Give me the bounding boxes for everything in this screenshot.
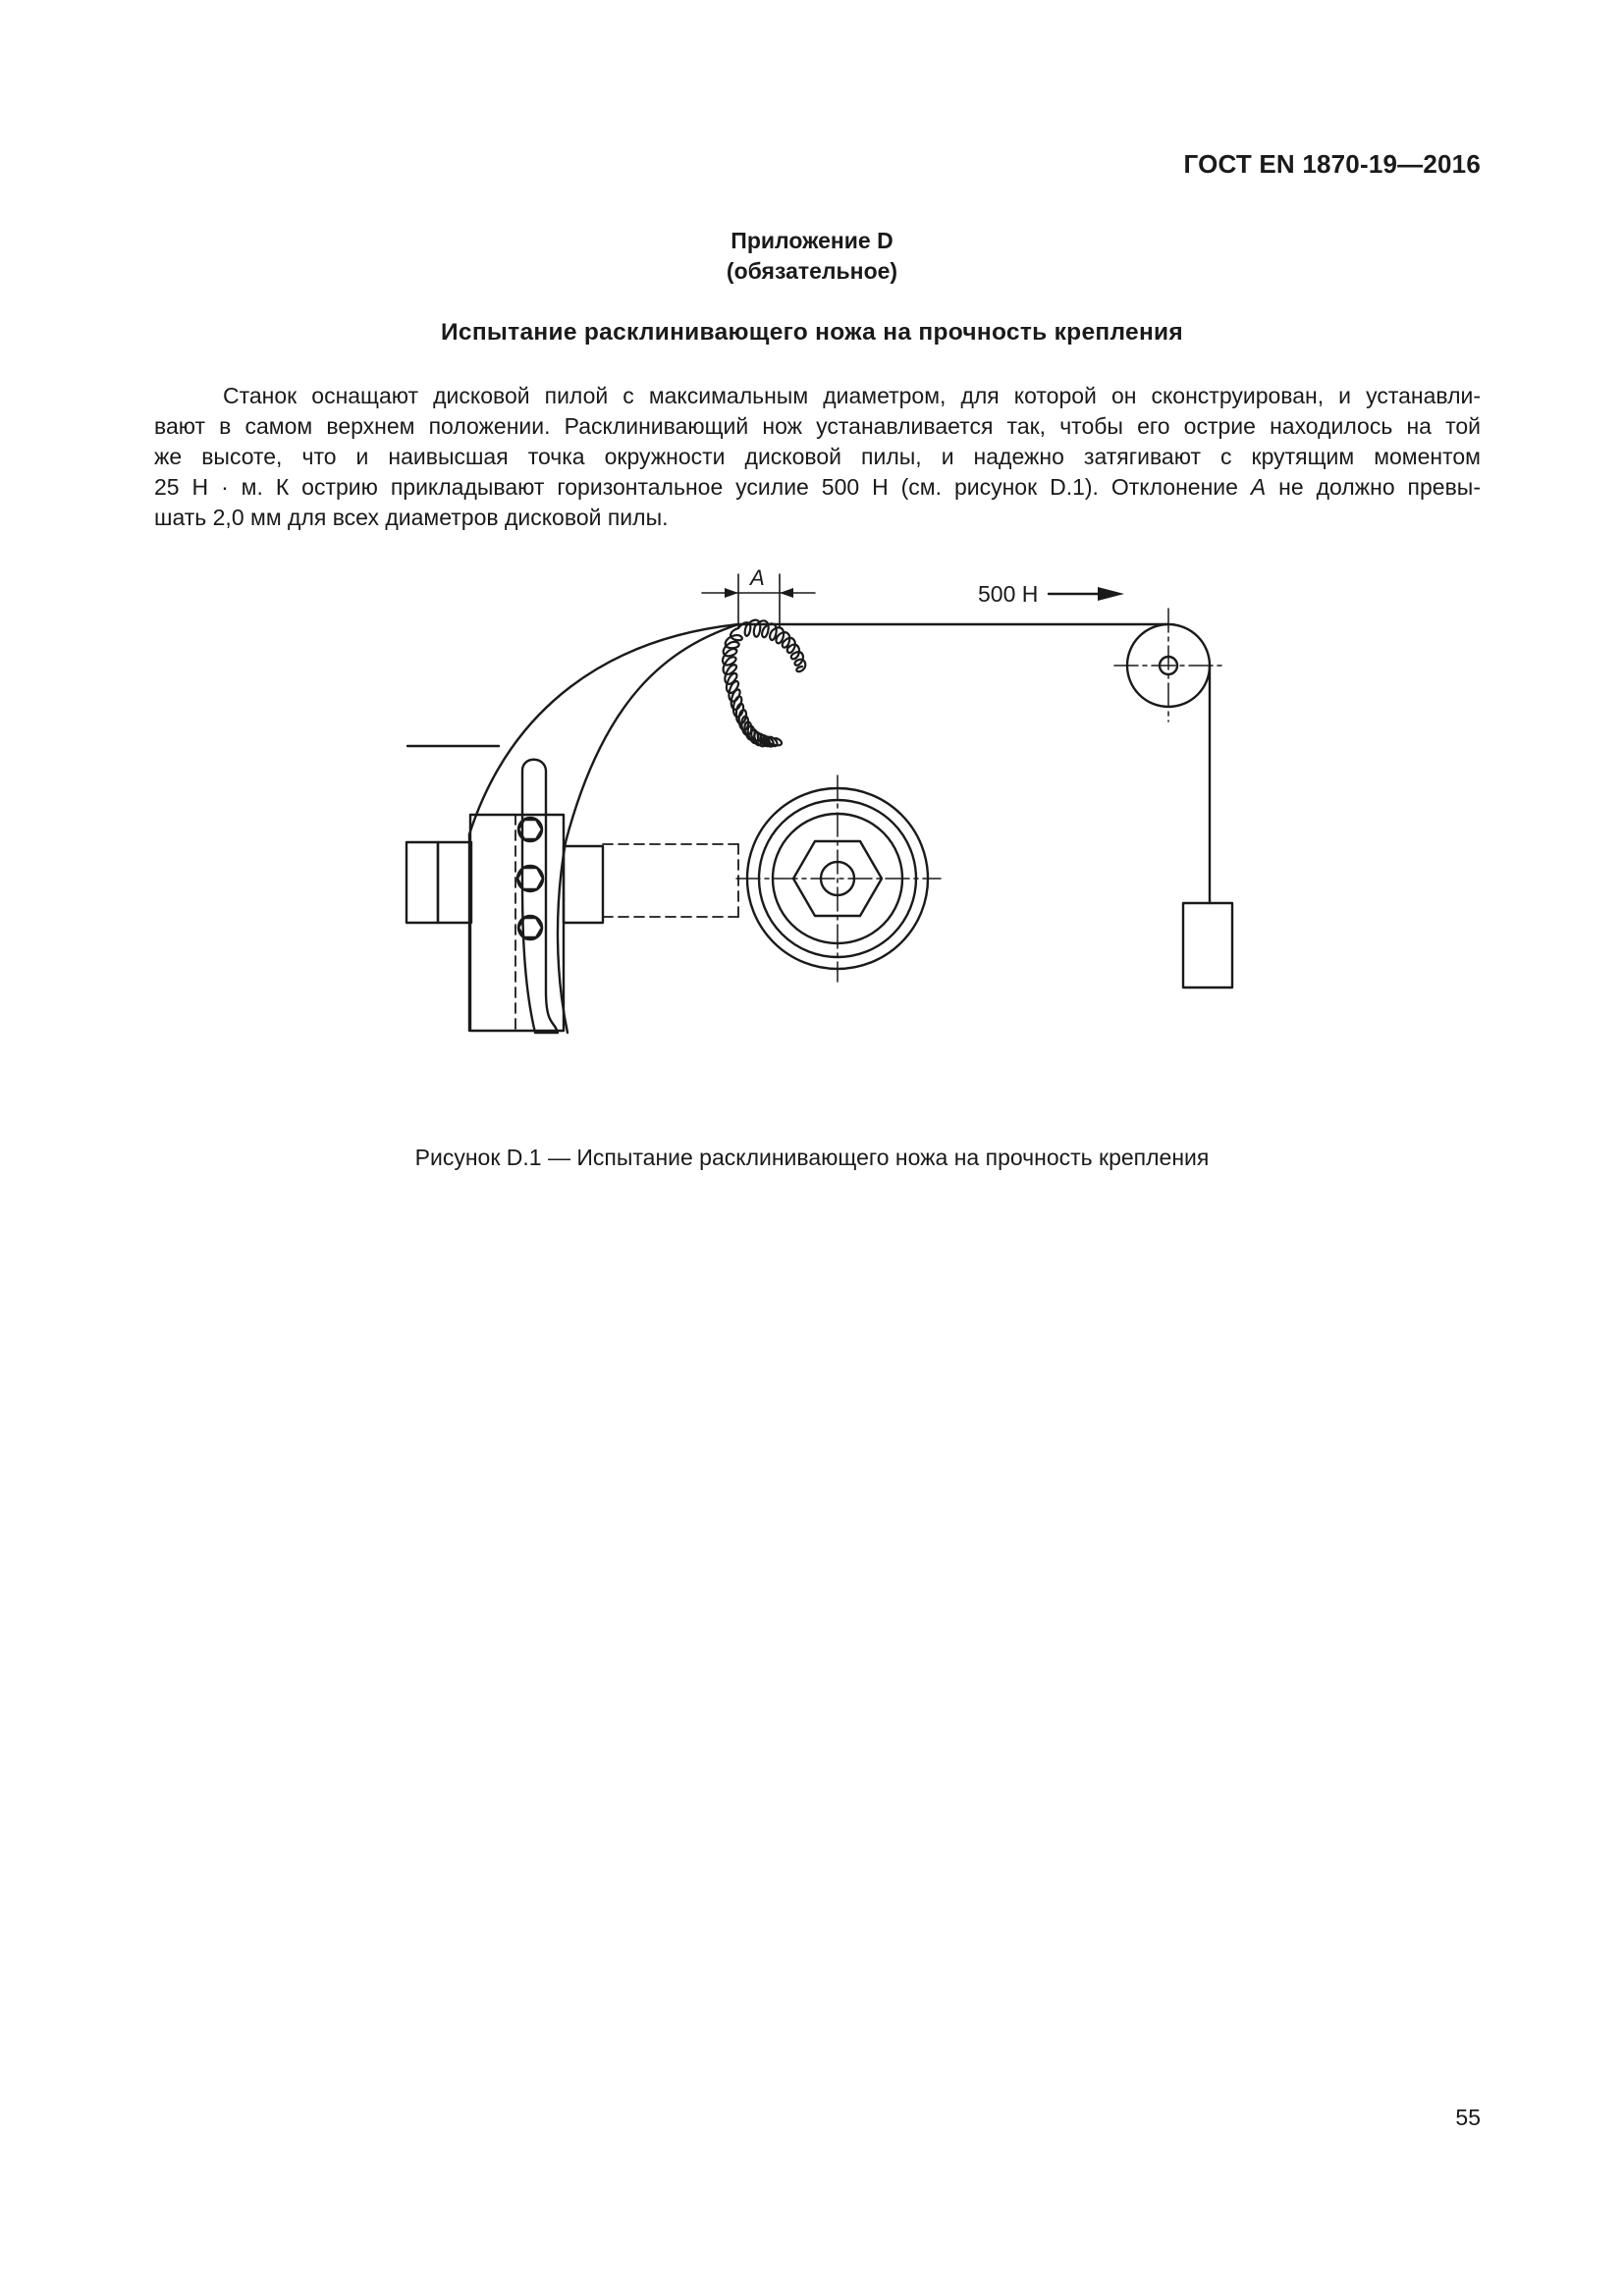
annex-status: (обязательное) bbox=[726, 258, 898, 284]
weight bbox=[1183, 903, 1232, 988]
riving-knife-outer bbox=[469, 624, 738, 834]
figure-d1-drawing bbox=[0, 0, 1624, 1139]
force-arrowhead bbox=[1098, 587, 1124, 601]
dimension-a-arrow-right bbox=[780, 588, 793, 598]
label-force: 500 Н bbox=[978, 581, 1039, 607]
clamp-front-plate bbox=[564, 846, 603, 923]
clamp-block bbox=[470, 815, 564, 1031]
riving-knife-inner bbox=[566, 624, 738, 842]
saw-blade-teeth bbox=[723, 620, 805, 747]
variable-a: A bbox=[1250, 474, 1267, 500]
dimension-a-arrow-left bbox=[725, 588, 738, 598]
paragraph-line-4-tail: не должно превы- bbox=[1266, 474, 1481, 500]
document-code: ГОСТ EN 1870-19—2016 bbox=[1183, 149, 1481, 179]
paragraph-line: вают в самом верхнем положении. Расклинивающий нож устанавливается так, чтобы его острие находилось на той bbox=[154, 413, 1481, 439]
paragraph-line: же высоте, что и наивысшая точка окружности дисковой пилы, и надежно затягивают с крутящим моментом bbox=[154, 444, 1481, 469]
figure-caption: Рисунок D.1 — Испытание расклинивающего ножа на прочность крепления bbox=[414, 1145, 1210, 1170]
annex-title: Приложение D bbox=[731, 228, 893, 253]
page-number: 55 bbox=[1455, 2105, 1481, 2130]
paragraph-line: шать 2,0 мм для всех диаметров дисковой пилы. bbox=[154, 505, 669, 530]
knife-slot bbox=[522, 760, 558, 1033]
paragraph-line: Станок оснащают дисковой пилой с максимальным диаметром, для которой он сконструирован, и устанавли- bbox=[223, 383, 1481, 408]
label-a: A bbox=[750, 565, 765, 590]
paragraph-line-4-head: 25 Н · м. К острию прикладывают горизонтальное усилие 500 Н (см. рисунок D.1). Отклонение bbox=[154, 474, 1251, 500]
clamp-plate bbox=[406, 842, 438, 923]
clamp-block-rear bbox=[438, 842, 471, 923]
section-title: Испытание расклинивающего ножа на прочность крепления bbox=[441, 319, 1183, 346]
